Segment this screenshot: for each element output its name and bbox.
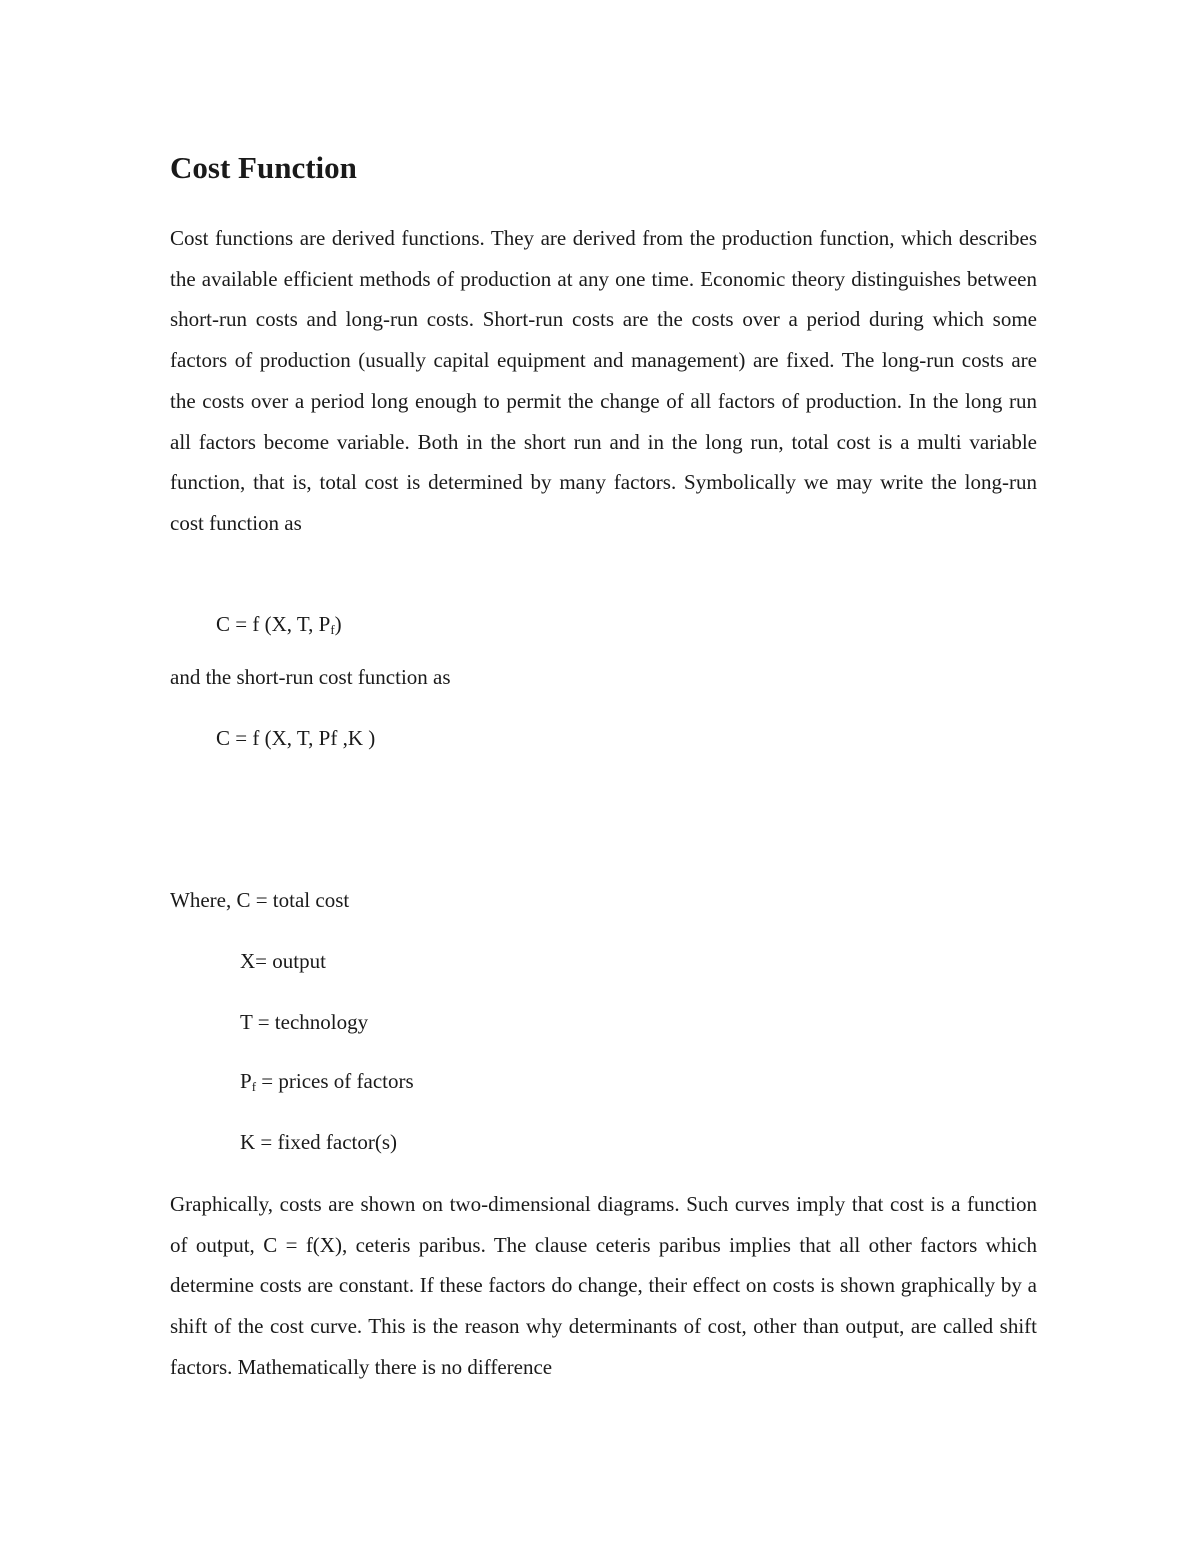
graphical-paragraph: Graphically, costs are shown on two-dimensional diagrams. Such curves imply that cost is a function of output, C = f(X), ceteris paribus. The clause ceteris paribus implies that all other factors which determine costs are constant. If these factors do change, their effect on costs is shown graphically by a shift of the cost curve. This is the reason why determinants of cost, other than output, are called shift factors. Mathematically there is no difference bbox=[170, 1192, 1037, 1379]
definition-t: T = technology bbox=[240, 1010, 369, 1034]
definition-pf-subscript: f bbox=[251, 1079, 257, 1094]
long-run-equation-suffix: ) bbox=[334, 612, 342, 636]
long-run-equation-subscript: f bbox=[330, 622, 335, 637]
definition-k: K = fixed factor(s) bbox=[240, 1130, 398, 1154]
definition-pf-text: = prices of factors bbox=[256, 1069, 414, 1093]
intro-paragraph: Cost functions are derived functions. They are derived from the production function, which describes the available efficient methods of production at any one time. Economic theory distinguishes between short-run costs and long-run costs. Short-run costs are the costs over a period during which some factors of production (usually capital equipment and management) are fixed. The long-run costs are the costs over a period long enough to permit the change of all factors of production. In the long run all factors become variable. Both in the short run and in the long run, total cost is a multi variable function, that is, total cost is determined by many factors. Symbolically we may write the long-run cost function as bbox=[170, 226, 1037, 535]
document-title: Cost Function bbox=[170, 150, 357, 185]
short-run-equation: C = f (X, T, Pf ,K ) bbox=[216, 726, 376, 750]
definition-pf bbox=[240, 1066, 414, 1096]
definition-pf-symbol: P bbox=[240, 1069, 252, 1093]
definition-x: X= output bbox=[240, 949, 326, 973]
where-line: Where, C = total cost bbox=[170, 888, 350, 912]
long-run-equation bbox=[216, 609, 342, 639]
long-run-equation-prefix: C = f (X, T, P bbox=[216, 612, 331, 636]
short-run-intro: and the short-run cost function as bbox=[170, 665, 451, 689]
